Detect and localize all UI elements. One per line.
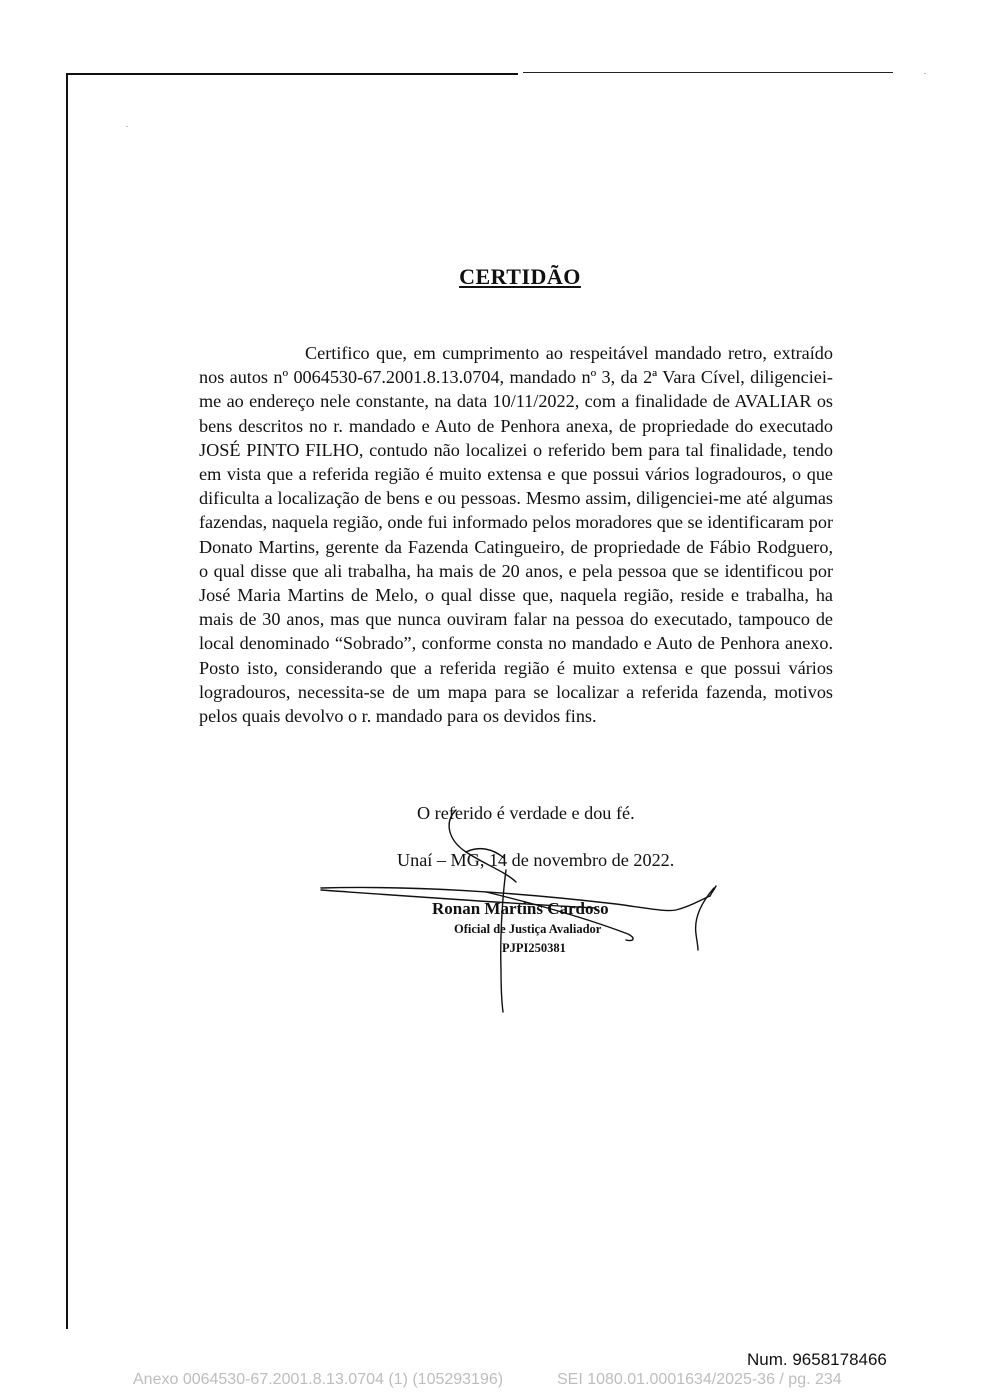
page-border-top	[66, 73, 518, 75]
certificate-body	[199, 341, 833, 728]
stamp-officer-role: Oficial de Justiça Avaliador	[454, 922, 602, 936]
sei-reference: SEI 1080.01.0001634/2025-36 / pg. 234	[557, 1371, 842, 1388]
scan-speck	[924, 73, 926, 74]
closing-statement: O referido é verdade e dou fé.	[417, 803, 635, 823]
handwritten-signature	[316, 800, 736, 1020]
certificate-body-text: Certifico que, em cumprimento ao respeitável mandado retro, extraído nos autos nº 0064530-67.2001.8.13.0704, mandado nº 3, da 2ª Vara Cível, diligenciei-me ao endereço nele constante, na data 10/11/2022, com a finalidade de AVALIAR os bens descritos no r. mandado e Auto de Penhora anexa, de propriedade do executado JOSÉ PINTO FILHO, contudo não localizei o referido bem para tal finalidade, tendo em vista que a referida região é muito extensa e que possui vários logradouros, o que dificulta a localização de bens e ou pessoas. Mesmo assim, diligenciei-me até algumas fazendas, naquela região, onde fui informado pelos moradores que se identificaram por Donato Martins, gerente da Fazenda Catingueiro, de propriedade de Fábio Rodguero, o qual disse que ali trabalha, ha mais de 20 anos, e pela pessoa que se identificou por José Maria Martins de Melo, o qual disse que, naquela região, reside e trabalha, ha mais de 30 anos, mas que nunca ouviram falar na pessoa do executado, tampouco de local denominado “Sobrado”, conforme consta no mandado e Auto de Penhora anexo. Posto isto, considerando que a referida região é muito extensa e que possui vários logradouros, necessita-se de um mapa para se localizar a referida fazenda, motivos pelos quais devolvo o r. mandado para os devidos fins.	[199, 343, 833, 727]
stamp-officer-name: Ronan Martins Cardoso	[432, 899, 609, 918]
page-border-top-right	[523, 72, 893, 73]
place-and-date: Unaí – MG, 14 de novembro de 2022.	[397, 850, 675, 870]
document-number: Num. 9658178466	[747, 1350, 887, 1369]
annex-reference: Anexo 0064530-67.2001.8.13.0704 (1) (105293196)	[133, 1371, 504, 1388]
page-border-left	[66, 73, 68, 1329]
stamp-officer-id: PJPI250381	[502, 941, 566, 955]
page-title: CERTIDÃO	[459, 264, 581, 289]
scan-speck	[126, 126, 128, 127]
